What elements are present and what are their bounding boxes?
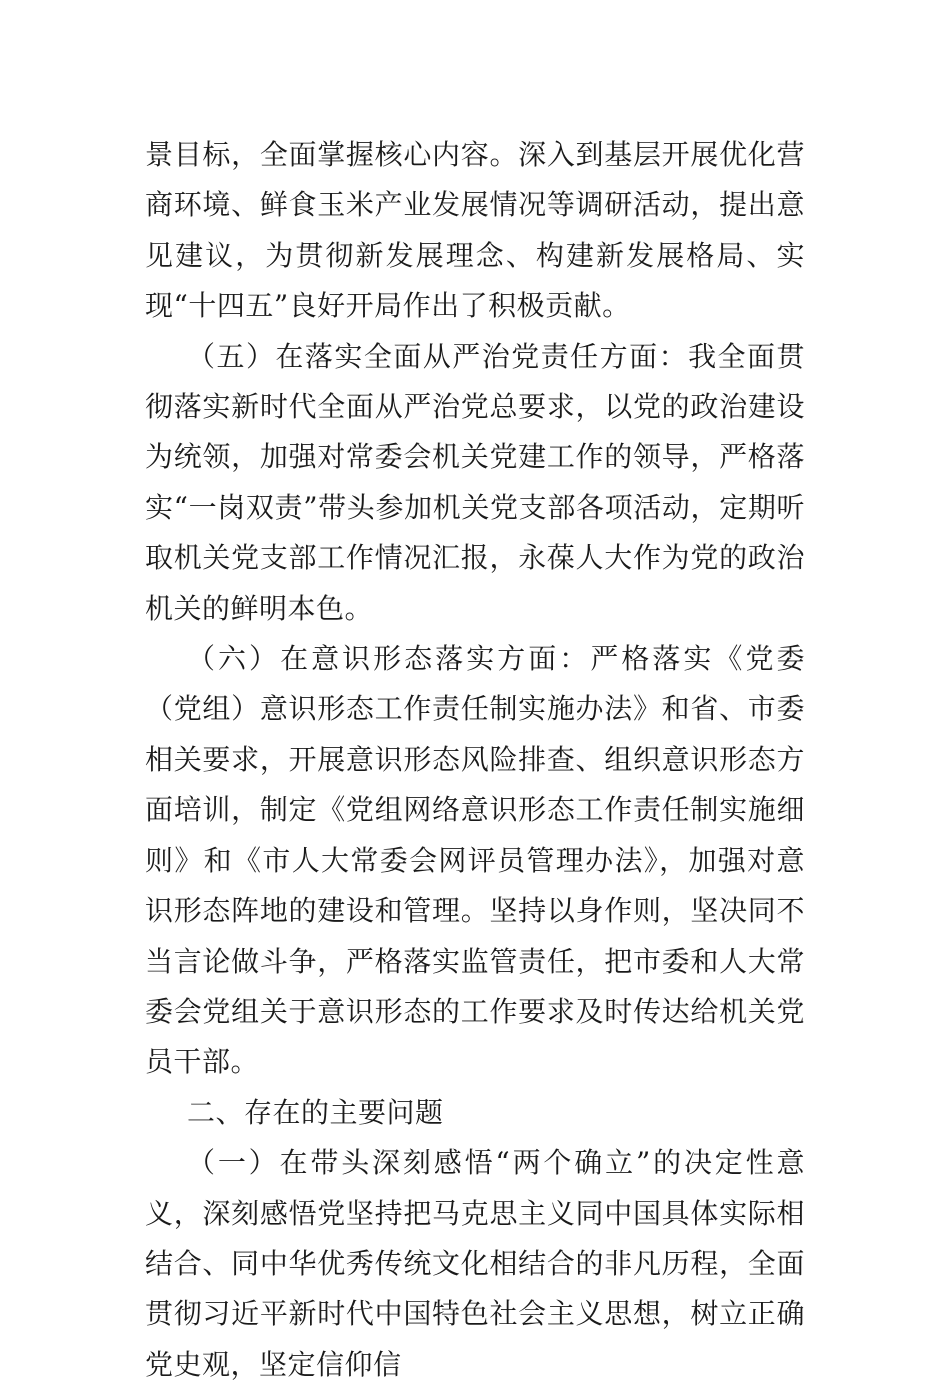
section-heading-main-problems: 二、存在的主要问题: [187, 1095, 444, 1129]
document-body: [145, 130, 805, 1390]
paragraph-problem-one: （一）在带头深刻感悟“两个确立”的决定性意义，深刻感悟党坚持把马克思主义同中国具体实际相结合、同中华优秀传统文化相结合的非凡历程，全面贯彻习近平新时代中国特色社会主义思想，树立正确党史观，坚定信仰信: [145, 1146, 805, 1381]
paragraph-section-six: （六）在意识形态落实方面：严格落实《党委（党组）意识形态工作责任制实施办法》和省、市委相关要求，开展意识形态风险排查、组织意识形态方面培训，制定《党组网络意识形态工作责任制实施细则》和《市人大常委会网评员管理办法》，加强对意识形态阵地的建设和管理。坚持以身作则，坚决同不当言论做斗争，严格落实监管责任，把市委和人大常委会党组关于意识形态的工作要求及时传达给机关党员干部。: [145, 642, 805, 1079]
paragraph-continuation: 景目标，全面掌握核心内容。深入到基层开展优化营商环境、鲜食玉米产业发展情况等调研活动，提出意见建议，为贯彻新发展理念、构建新发展格局、实现“十四五”良好开局作出了积极贡献。: [145, 138, 805, 323]
paragraph-section-five: （五）在落实全面从严治党责任方面：我全面贯彻落实新时代全面从严治党总要求，以党的政治建设为统领，加强对常委会机关党建工作的领导，严格落实“一岗双责”带头参加机关党支部各项活动，定期听取机关党支部工作情况汇报，永葆人大作为党的政治机关的鲜明本色。: [145, 339, 805, 625]
